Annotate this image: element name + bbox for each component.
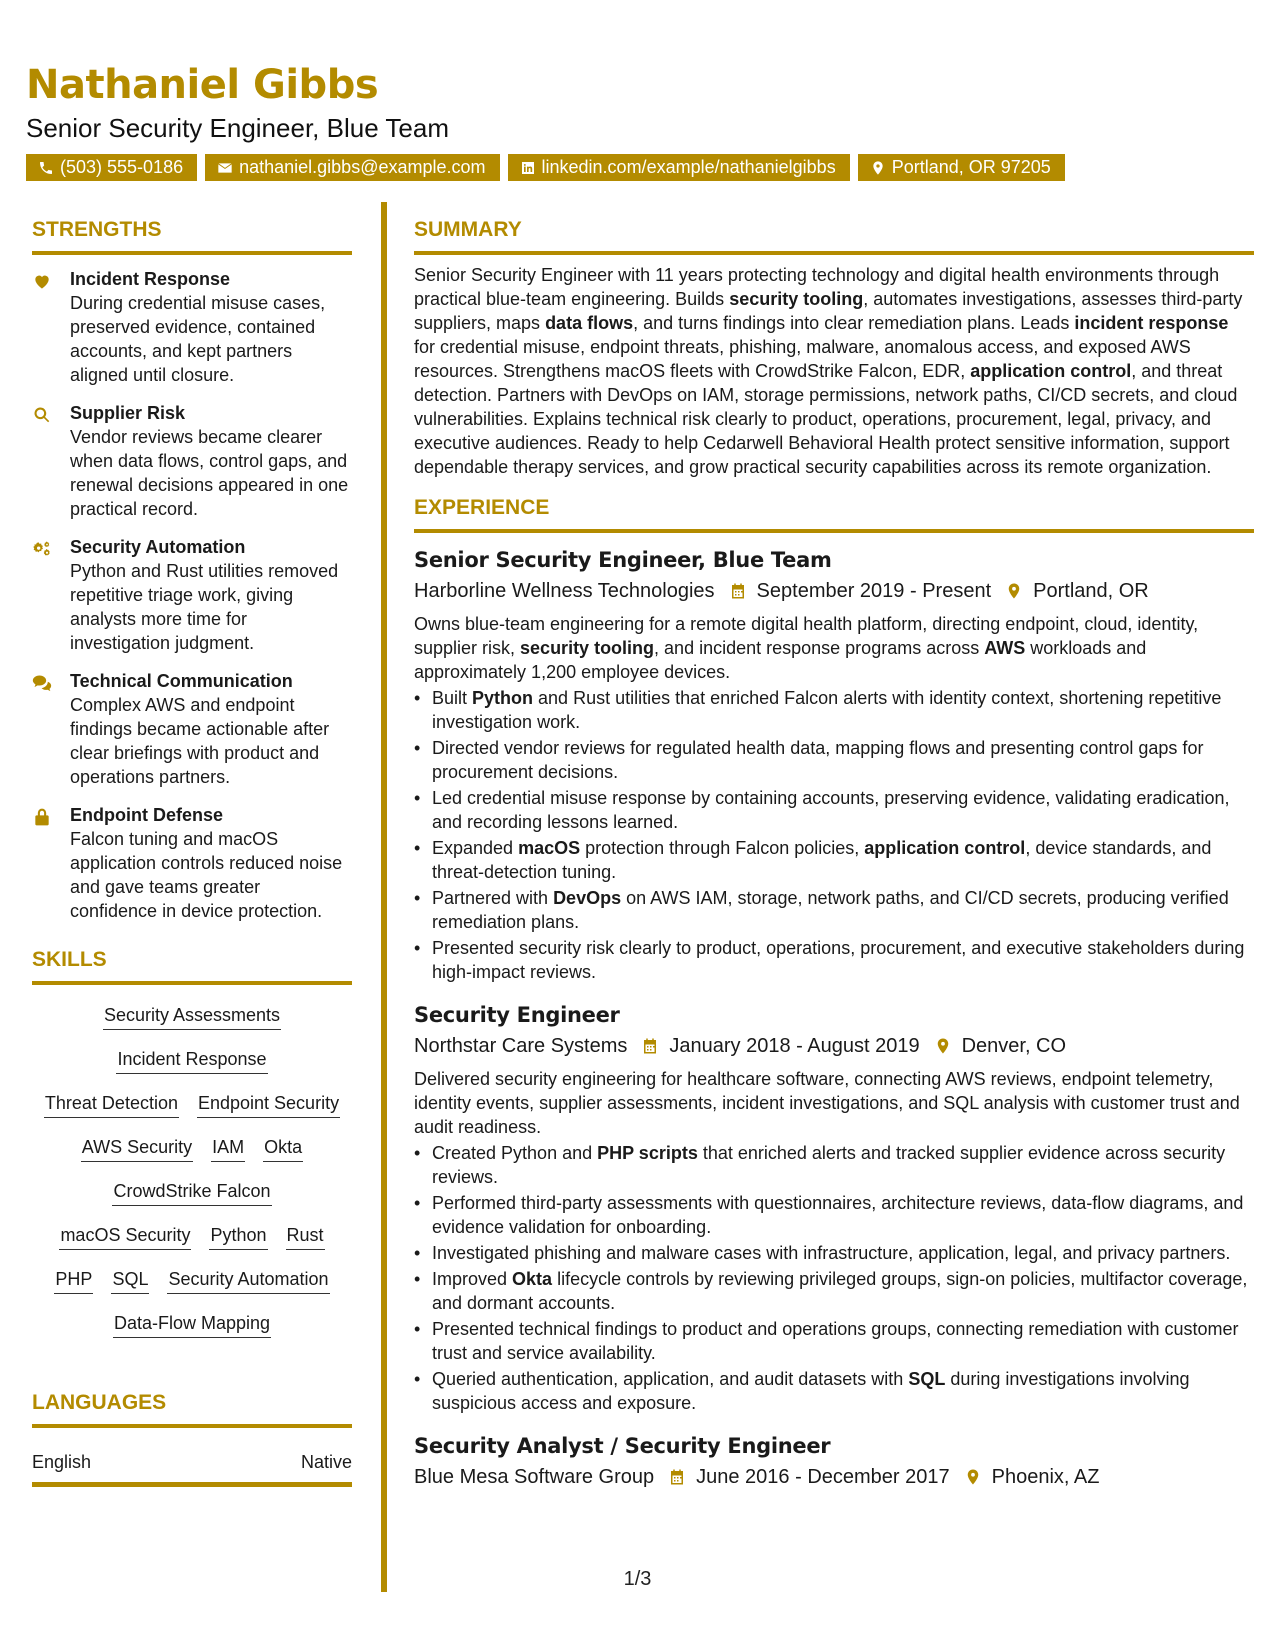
strength-title: Technical Communication — [70, 671, 293, 691]
column-divider — [381, 202, 387, 1592]
skill-tag: Threat Detection — [44, 1091, 179, 1118]
envelope-icon — [217, 160, 233, 176]
job-description: Delivered security engineering for healthcare software, connecting AWS reviews, endpoint telemetry, identity events, supplier assessments, incident investigations, and SQL analysis with customer trust and audit readiness. — [414, 1069, 1240, 1137]
job-bullet: • Partnered with DevOps on AWS IAM, storage, network paths, and CI/CD secrets, producing verified remediation plans. — [414, 886, 1254, 934]
comments-icon — [32, 673, 52, 693]
job-bullets — [414, 1141, 1254, 1415]
skill-tag: Incident Response — [116, 1047, 267, 1074]
contact-location-text: Portland, OR 97205 — [891, 157, 1051, 177]
job-bullet: • Directed vendor reviews for regulated health data, mapping flows and presenting control gaps for procurement decisions. — [414, 736, 1254, 784]
strengths-heading: STRENGTHS — [32, 218, 162, 241]
strength-item — [32, 401, 352, 521]
language-item — [32, 1450, 352, 1474]
job-bullet: • Presented technical findings to product and operations groups, connecting remediation with customer trust and service availability. — [414, 1317, 1254, 1365]
location-pin-icon — [870, 160, 886, 176]
job-location: Portland, OR — [1033, 580, 1149, 602]
job-dates: September 2019 - Present — [756, 580, 992, 602]
skill-tag: AWS Security — [81, 1135, 193, 1162]
experience-section — [414, 493, 1254, 1492]
job-bullet: • Improved Okta lifecycle controls by reviewing privileged groups, sign-on policies, multifactor coverage, and dormant accounts. — [414, 1267, 1254, 1315]
skill-tag: IAM — [211, 1135, 245, 1162]
page-number: 1/3 — [623, 1568, 652, 1590]
skill-tag: Endpoint Security — [197, 1091, 340, 1118]
strength-desc: During credential misuse cases, preserved evidence, contained accounts, and kept partners aligned until closure. — [70, 293, 326, 385]
location-pin-icon — [964, 1467, 982, 1487]
summary-heading: SUMMARY — [414, 218, 522, 241]
skills-list — [32, 1003, 352, 1338]
languages-rule — [32, 1424, 352, 1428]
job-description: Owns blue-team engineering for a remote digital health platform, directing endpoint, cloud, identity, supplier risk, security tooling, and incident response programs across AWS workloads and approximately 1,200 employee devices. — [414, 614, 1199, 682]
contact-linkedin-text: linkedin.com/example/nathanielgibbs — [541, 157, 836, 177]
job-meta — [414, 1462, 1254, 1492]
gears-icon — [32, 539, 52, 559]
jobs-list — [414, 545, 1254, 1492]
language-level: Native — [300, 1452, 352, 1472]
job-entry — [414, 1000, 1254, 1415]
candidate-name: Nathaniel Gibbs — [26, 62, 379, 108]
left-column — [32, 215, 352, 1487]
language-name: English — [32, 1452, 92, 1472]
skill-tag: Python — [209, 1223, 267, 1250]
job-dates: January 2018 - August 2019 — [669, 1035, 920, 1057]
skill-tag: Security Automation — [167, 1267, 329, 1294]
languages-heading: LANGUAGES — [32, 1391, 167, 1414]
strength-item — [32, 535, 352, 655]
skills-heading: SKILLS — [32, 948, 107, 971]
job-title: Security Analyst / Security Engineer — [414, 1434, 831, 1458]
job-bullet: • Led credential misuse response by containing accounts, preserving evidence, validating eradication, and recording lessons learned. — [414, 786, 1254, 834]
skill-tag: Data-Flow Mapping — [113, 1311, 271, 1338]
job-bullet: • Investigated phishing and malware cases with infrastructure, application, legal, and privacy partners. — [414, 1241, 1254, 1265]
skill-tag: SQL — [111, 1267, 149, 1294]
contact-location — [858, 154, 1065, 181]
skill-tag: macOS Security — [59, 1223, 191, 1250]
strength-desc: Python and Rust utilities removed repetitive triage work, giving analysts more time for investigation judgment. — [70, 561, 339, 653]
contact-phone-text: (503) 555-0186 — [60, 157, 184, 177]
candidate-title: Senior Security Engineer, Blue Team — [26, 113, 449, 143]
summary-rule — [414, 251, 1254, 255]
skill-tag: Rust — [286, 1223, 325, 1250]
skill-tag: CrowdStrike Falcon — [112, 1179, 271, 1206]
experience-rule — [414, 529, 1254, 533]
job-bullet: • Created Python and PHP scripts that enriched alerts and tracked supplier evidence across security reviews. — [414, 1141, 1254, 1189]
strength-item — [32, 803, 352, 923]
calendar-icon — [641, 1036, 659, 1056]
resume-header — [26, 62, 1256, 181]
skills-rule — [32, 981, 352, 985]
job-title: Security Engineer — [414, 1003, 620, 1027]
strength-desc: Falcon tuning and macOS application controls reduced noise and gave teams greater confidence in device protection. — [70, 829, 343, 921]
skill-tag: Okta — [263, 1135, 303, 1162]
location-pin-icon — [1005, 581, 1023, 601]
language-proficiency-bar — [32, 1482, 352, 1487]
strength-title: Incident Response — [70, 269, 231, 289]
phone-icon — [38, 160, 54, 176]
skill-tag: Security Assessments — [103, 1003, 281, 1030]
job-bullet: • Queried authentication, application, and audit datasets with SQL during investigations involving suspicious access and exposure. — [414, 1367, 1254, 1415]
languages-section — [32, 1388, 352, 1487]
calendar-icon — [668, 1467, 686, 1487]
job-bullet: • Expanded macOS protection through Falcon policies, application control, device standards, and threat-detection tuning. — [414, 836, 1254, 884]
job-company: Blue Mesa Software Group — [414, 1466, 655, 1488]
right-column — [414, 215, 1254, 1492]
strengths-section — [32, 215, 352, 923]
calendar-icon — [729, 581, 747, 601]
job-bullets — [414, 686, 1254, 984]
job-bullet: • Performed third-party assessments with questionnaires, architecture reviews, data-flow diagrams, and evidence validation for onboarding. — [414, 1191, 1254, 1239]
strengths-rule — [32, 251, 352, 255]
contact-phone[interactable] — [26, 154, 197, 181]
skills-section — [32, 945, 352, 1338]
search-icon — [32, 405, 52, 425]
job-meta — [414, 1031, 1254, 1061]
contact-linkedin[interactable] — [508, 154, 850, 181]
contact-email[interactable] — [205, 154, 499, 181]
strength-item — [32, 669, 352, 789]
job-title: Senior Security Engineer, Blue Team — [414, 548, 832, 572]
strength-desc: Vendor reviews became clearer when data flows, control gaps, and renewal decisions appeared in one practical record. — [70, 427, 349, 519]
heart-icon — [32, 271, 52, 291]
location-pin-icon — [934, 1036, 952, 1056]
job-entry — [414, 545, 1254, 984]
strength-desc: Complex AWS and endpoint findings became actionable after clear briefings with product and operations partners. — [70, 695, 330, 787]
summary-text: Senior Security Engineer with 11 years protecting technology and digital health environments through practical blue-team engineering. Builds security tooling, automates investigations, assesses third-party suppliers, maps data flows, and turns findings into clear remediation plans. Leads incident response for credential misuse, endpoint threats, phishing, malware, anomalous access, and exposed AWS resources. Strengthens macOS fleets with CrowdStrike Falcon, EDR, application control, and threat detection. Partners with DevOps on IAM, storage permissions, network paths, CI/CD secrets, and cloud vulnerabilities. Explains technical risk clearly to product, operations, procurement, legal, privacy, and executive audiences. Ready to help Cedarwell Behavioral Health protect sensitive information, support dependable therapy services, and grow practical security capabilities across its remote organization. — [414, 265, 1243, 477]
experience-heading: EXPERIENCE — [414, 496, 550, 519]
job-meta — [414, 576, 1254, 606]
job-bullet: • Presented security risk clearly to product, operations, procurement, and executive stakeholders during high-impact reviews. — [414, 936, 1254, 984]
linkedin-icon — [520, 160, 536, 176]
contact-bar — [26, 154, 1256, 181]
job-entry — [414, 1431, 1254, 1492]
job-company: Harborline Wellness Technologies — [414, 580, 715, 602]
strength-title: Supplier Risk — [70, 403, 186, 423]
job-company: Northstar Care Systems — [414, 1035, 628, 1057]
lock-icon — [32, 807, 52, 827]
strength-item — [32, 267, 352, 387]
skill-tag: PHP — [54, 1267, 93, 1294]
strength-title: Security Automation — [70, 537, 246, 557]
job-location: Phoenix, AZ — [991, 1466, 1100, 1488]
contact-email-text: nathaniel.gibbs@example.com — [239, 157, 486, 177]
strength-title: Endpoint Defense — [70, 805, 224, 825]
summary-section — [414, 215, 1254, 479]
job-location: Denver, CO — [961, 1035, 1067, 1057]
job-bullet: • Built Python and Rust utilities that enriched Falcon alerts with identity context, shortening repetitive investigation work. — [414, 686, 1254, 734]
job-dates: June 2016 - December 2017 — [696, 1466, 950, 1488]
